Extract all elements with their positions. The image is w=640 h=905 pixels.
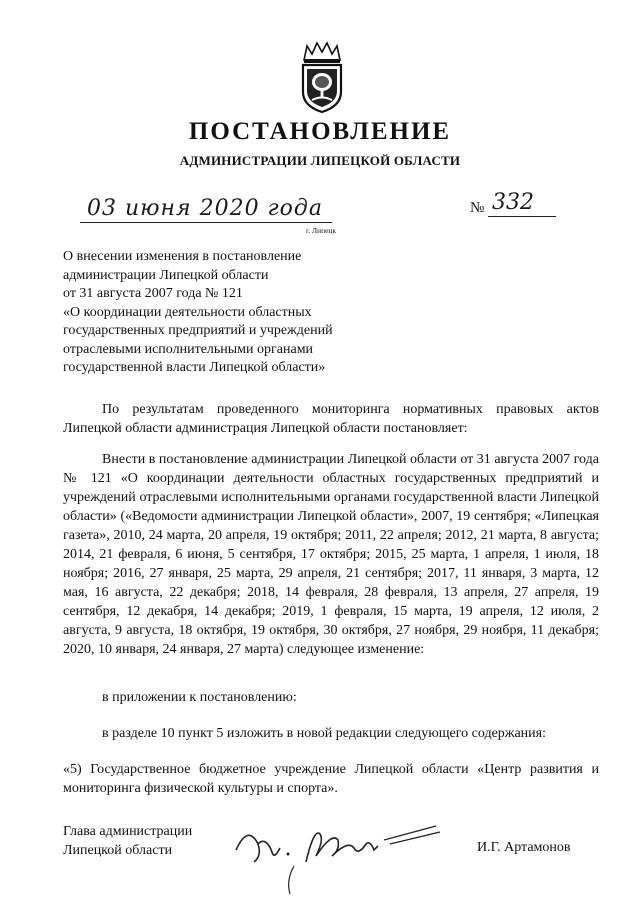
document-subtitle: АДМИНИСТРАЦИИ ЛИПЕЦКОЙ ОБЛАСТИ bbox=[179, 153, 461, 168]
subject-block bbox=[63, 248, 393, 378]
subject-line: государственных предприятий и учреждений bbox=[63, 323, 333, 338]
document-title: ПОСТАНОВЛЕНИЕ bbox=[188, 118, 452, 145]
amendment-paragraph: «5) Государственное бюджетное учреждение Липецкой области «Центр развития и мониторинга физической культуры и спорта». bbox=[63, 762, 599, 796]
subject-line: от 31 августа 2007 года № 121 bbox=[63, 286, 243, 301]
subject-line: «О координации деятельности областных bbox=[63, 304, 312, 320]
subject-line: государственной власти Липецкой области» bbox=[63, 360, 326, 375]
subject-line: отраслевыми исполнительными органами bbox=[63, 341, 314, 357]
position-line: Глава администрации bbox=[63, 824, 193, 839]
coat-of-arms-emblem bbox=[296, 40, 348, 114]
subject-line: О внесении изменения в постановление bbox=[63, 249, 302, 264]
handwritten-date: 03 июня 2020 года bbox=[87, 196, 323, 221]
number-label: № bbox=[470, 200, 485, 216]
city-label: г. Липецк bbox=[306, 226, 337, 235]
handwritten-signature bbox=[228, 810, 448, 898]
handwritten-number: 332 bbox=[492, 190, 534, 215]
section-paragraph: в разделе 10 пункт 5 изложить в новой редакции следующего содержания: bbox=[102, 726, 546, 741]
date-underline bbox=[80, 222, 332, 223]
signatory-name: И.Г. Артамонов bbox=[477, 840, 571, 855]
position-line: Липецкой области bbox=[63, 843, 173, 858]
signatory-position bbox=[63, 822, 192, 860]
preamble-paragraph: По результатам проведенного мониторинга нормативных правовых актов Липецкой области администрация Липецкой области постановляет: bbox=[63, 402, 599, 436]
subject-line: администрации Липецкой области bbox=[63, 267, 269, 283]
main-paragraph: Внести в постановление администрации Липецкой области от 31 августа 2007 года № 121 «О координации деятельности областных государственных предприятий и учреждений отраслевыми исполнительными органами государственной власти Липецкой области» («Ведомости администрации Липецкой области», 2007, 19 сентября; «Липецкая газета», 2010, 24 марта, 20 апреля, 19 октября; 2011, 22 апреля; 2012, 21 марта, 8 августа; 2014, 21 февраля, 6 июня, 5 сентября, 17 октября; 2015, 25 марта, 1 апреля, 1 июля, 18 ноября; 2016, 27 января, 25 марта, 29 апреля, 21 сентября; 2017, 11 января, 3 марта, 12 мая, 16 августа, 22 декабря; 2018, 14 февраля, 28 февраля, 13 апреля, 27 апреля, 19 сентября, 12 декабря, 14 декабря; 2019, 1 февраля, 15 марта, 19 апреля, 12 июля, 2 августа, 9 августа, 18 октября, 19 октября, 30 октября, 27 ноября, 29 ноября, 11 декабря; 2020, 10 января, 24 января, 27 марта) следующее изменение: bbox=[63, 452, 599, 657]
annex-paragraph: в приложении к постановлению: bbox=[102, 690, 297, 705]
number-underline bbox=[488, 216, 556, 217]
